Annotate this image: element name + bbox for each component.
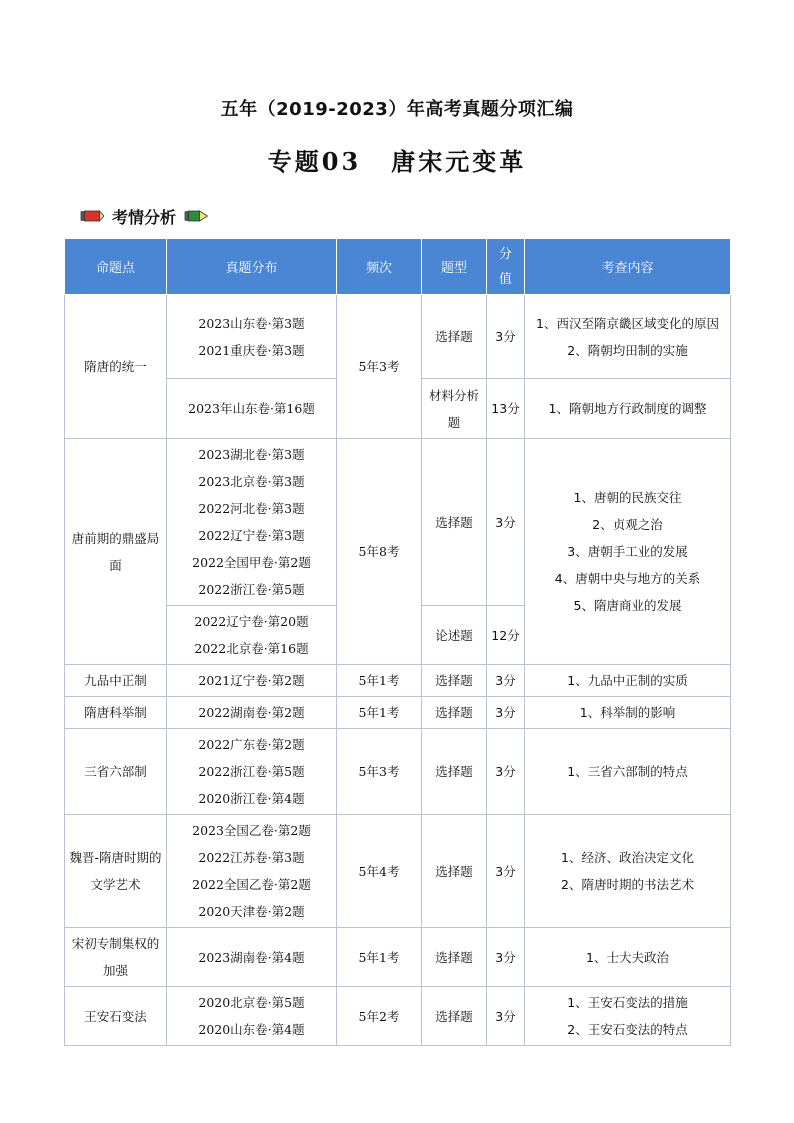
table-header-row bbox=[65, 239, 731, 295]
table-row bbox=[65, 928, 731, 987]
papers-cell: 2021辽宁卷·第2题 bbox=[167, 665, 337, 697]
content-cell: 1、九品中正制的实质 bbox=[525, 665, 731, 697]
subtitle-name: 唐宋元变革 bbox=[391, 147, 527, 176]
type-cell: 材料分析题 bbox=[422, 379, 487, 439]
table-row bbox=[65, 439, 731, 606]
score-cell: 3分 bbox=[487, 697, 525, 729]
papers-cell: 2020北京卷·第5题 2020山东卷·第4题 bbox=[167, 987, 337, 1046]
header-topic: 命题点 bbox=[65, 239, 167, 295]
papers-cell: 2023湖南卷·第4题 bbox=[167, 928, 337, 987]
papers-cell: 2022湖南卷·第2题 bbox=[167, 697, 337, 729]
frequency-cell: 5年8考 bbox=[337, 439, 422, 665]
subtitle-topic: 专题03 bbox=[267, 147, 362, 176]
document-subtitle bbox=[0, 142, 794, 177]
topic-cell: 魏晋-隋唐时期的文学艺术 bbox=[65, 815, 167, 928]
topic-cell: 九品中正制 bbox=[65, 665, 167, 697]
score-cell: 3分 bbox=[487, 729, 525, 815]
pencil-green-icon bbox=[184, 209, 208, 223]
score-cell: 3分 bbox=[487, 295, 525, 379]
content-cell: 1、士大夫政治 bbox=[525, 928, 731, 987]
header-frequency: 频次 bbox=[337, 239, 422, 295]
header-distribution: 真题分布 bbox=[167, 239, 337, 295]
content-cell: 1、三省六部制的特点 bbox=[525, 729, 731, 815]
papers-cell: 2022辽宁卷·第20题 2022北京卷·第16题 bbox=[167, 606, 337, 665]
type-cell: 选择题 bbox=[422, 665, 487, 697]
exam-analysis-table bbox=[64, 238, 731, 1046]
score-cell: 3分 bbox=[487, 439, 525, 606]
papers-cell: 2023山东卷·第3题 2021重庆卷·第3题 bbox=[167, 295, 337, 379]
score-cell: 3分 bbox=[487, 665, 525, 697]
content-cell: 1、唐朝的民族交往 2、贞观之治 3、唐朝手工业的发展 4、唐朝中央与地方的关系 5、隋唐商业的发展 bbox=[525, 439, 731, 665]
frequency-cell: 5年3考 bbox=[337, 729, 422, 815]
content-cell: 1、西汉至隋京畿区域变化的原因 2、隋朝均田制的实施 bbox=[525, 295, 731, 379]
table-row bbox=[65, 665, 731, 697]
frequency-cell: 5年4考 bbox=[337, 815, 422, 928]
topic-cell: 宋初专制集权的加强 bbox=[65, 928, 167, 987]
table-row bbox=[65, 729, 731, 815]
type-cell: 选择题 bbox=[422, 439, 487, 606]
type-cell: 选择题 bbox=[422, 729, 487, 815]
table-row bbox=[65, 697, 731, 729]
papers-cell: 2023全国乙卷·第2题 2022江苏卷·第3题 2022全国乙卷·第2题 2020天津卷·第2题 bbox=[167, 815, 337, 928]
type-cell: 选择题 bbox=[422, 987, 487, 1046]
section-label: 考情分析 bbox=[112, 207, 177, 227]
topic-cell: 隋唐的统一 bbox=[65, 295, 167, 439]
frequency-cell: 5年1考 bbox=[337, 928, 422, 987]
table-row bbox=[65, 987, 731, 1046]
type-cell: 选择题 bbox=[422, 815, 487, 928]
header-type: 题型 bbox=[422, 239, 487, 295]
header-content: 考查内容 bbox=[525, 239, 731, 295]
topic-cell: 三省六部制 bbox=[65, 729, 167, 815]
document-title: 五年（2019-2023）年高考真题分项汇编 bbox=[220, 99, 574, 120]
content-cell: 1、王安石变法的措施 2、王安石变法的特点 bbox=[525, 987, 731, 1046]
content-cell: 1、隋朝地方行政制度的调整 bbox=[525, 379, 731, 439]
topic-cell: 唐前期的鼎盛局面 bbox=[65, 439, 167, 665]
type-cell: 选择题 bbox=[422, 928, 487, 987]
frequency-cell: 5年1考 bbox=[337, 665, 422, 697]
score-cell: 12分 bbox=[487, 606, 525, 665]
frequency-cell: 5年1考 bbox=[337, 697, 422, 729]
header-score: 分 值 bbox=[487, 239, 525, 295]
table-row bbox=[65, 815, 731, 928]
type-cell: 选择题 bbox=[422, 697, 487, 729]
frequency-cell: 5年2考 bbox=[337, 987, 422, 1046]
table-row bbox=[65, 295, 731, 379]
content-cell: 1、经济、政治决定文化 2、隋唐时期的书法艺术 bbox=[525, 815, 731, 928]
content-cell: 1、科举制的影响 bbox=[525, 697, 731, 729]
papers-cell: 2023年山东卷·第16题 bbox=[167, 379, 337, 439]
papers-cell: 2023湖北卷·第3题 2023北京卷·第3题 2022河北卷·第3题 2022辽宁卷·第3题 2022全国甲卷·第2题 2022浙江卷·第5题 bbox=[167, 439, 337, 606]
score-cell: 3分 bbox=[487, 815, 525, 928]
section-heading bbox=[80, 203, 208, 229]
score-cell: 13分 bbox=[487, 379, 525, 439]
score-cell: 3分 bbox=[487, 928, 525, 987]
pencil-red-icon bbox=[80, 209, 104, 223]
type-cell: 论述题 bbox=[422, 606, 487, 665]
frequency-cell: 5年3考 bbox=[337, 295, 422, 439]
type-cell: 选择题 bbox=[422, 295, 487, 379]
papers-cell: 2022广东卷·第2题 2022浙江卷·第5题 2020浙江卷·第4题 bbox=[167, 729, 337, 815]
topic-cell: 王安石变法 bbox=[65, 987, 167, 1046]
score-cell: 3分 bbox=[487, 987, 525, 1046]
topic-cell: 隋唐科举制 bbox=[65, 697, 167, 729]
